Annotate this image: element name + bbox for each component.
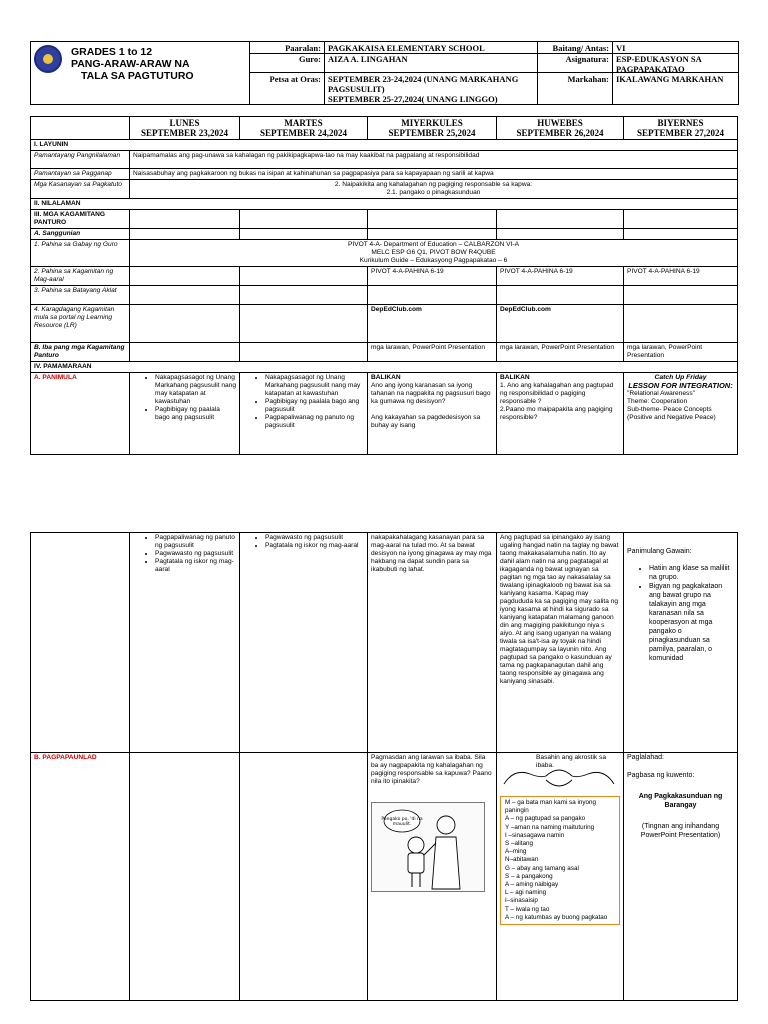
paglalahad-heading: Paglalahad [627, 754, 663, 761]
pivot-pahina-miyerkules: PIVOT 4-A-PAHINA 6-19 [368, 267, 497, 286]
day-header-row [31, 117, 738, 140]
petsa-label: Petsa at Oras: [269, 74, 321, 84]
pagganap-value: Naisasabuhay ang pagkakaroon ng bukas na isipan at kahinahunan sa pagpapasiya para sa kapayapaan ng sarili at kapwa [130, 169, 738, 180]
section-pamamaraan: IV. PAMAMARAAN [31, 362, 738, 373]
table-row [31, 267, 738, 286]
pagpapaunlad-huwebes [497, 753, 624, 1001]
table-row [31, 753, 738, 1001]
batayang-label: 3. Pahina sa Batayang Aklat [31, 286, 130, 305]
table-row [31, 210, 738, 229]
baitang-value: VI [616, 43, 626, 53]
table-row [31, 180, 738, 199]
continued-biyernes: Panimulang Gawain: • Hatiin ang klase sa maliliit na grupo. • Bigyan ng pagkakataon ang bawat grupo na talakayin ang mga karanasan nila sa kooperasyon at mga pangako o pinagkasunduan sa pamilya, paaralan, o komunidad [624, 533, 738, 753]
acrostic-line: L – agi naming [505, 889, 547, 897]
list-item: • Pagbibigay ng paalala bago ang pagsusulit [155, 406, 236, 422]
petsa-value [325, 73, 537, 105]
list-item: • Pagwawasto ng pagsusulit [265, 534, 364, 542]
list-item: • Pagbibigay ng paalala bago ang pagsusulit [265, 398, 364, 414]
kasanayan-value: 2. Naipakikita ang kahalagahan ng pagiging responsable sa kapwa: 2.1. pangako o pinagkasunduan [130, 180, 738, 199]
panimula-martes [240, 373, 368, 455]
gabay-value: PIVOT 4-A- Department of Education – CALBARZON VI-A MELC ESP G6 Q1, PIVOT BOW R4QUBE Kurikulum Guide – Edukasyong Pagpapakatao – 6 [130, 240, 738, 267]
gabay-label: 1. Pahina sa Gabay ng Guro [31, 240, 130, 267]
asignatura-label: Asignatura: [565, 54, 609, 64]
markahan-value: IKALAWANG MARKAHAN [616, 74, 724, 84]
kasanayan-label: Mga Kasanayan sa Pagkatuto [31, 180, 130, 199]
title-line-1: GRADES 1 to 12 [71, 46, 153, 58]
list-item: • Pagwawasto ng pagsusulit [155, 550, 236, 558]
day-header-lunes: LUNES SEPTEMBER 23,2024 [130, 117, 240, 140]
continued-huwebes: Ang pagtupad sa ipinangako ay isang ugaling hangad natin na taglay ng bawat taong makakasalamuha natin. Ito ay dahil alam natin na ang pagtatagal at ikagaganda ng bawat ugnayan sa pagitan ng mga tao ay nakasalalay sa tiwalang ipinagkaloob ng bawat isa sa kaniyang kasama. Kapag may pagdududa ka sa pagiging may salita ng iyong kasama at hindi ka sigurado sa kaniyang katapatan malamang ganoon din ang magiging pakikitungo niya s aiyo. At ang isang uganyan na walang tiwala sa isa't-isa ay toyak na hindi magtatagumpay sa layunin nito. Ang pagtupad sa pangako o kasunduan ay tama ng pagkapanagutan dahil ang taong responsible ay ginagawa ang kaniyang sinasabi. [497, 533, 624, 753]
pamantayang-value: Naipamamalas ang pag-unawa sa kahalagan ng pakikipagkapwa-tao na may kaakibat na pagpalang at responsibilidad [130, 151, 738, 169]
table-row [31, 305, 738, 343]
asignatura-value: ESP-EDUKASYON SA PAGPAPAKATAO [616, 54, 702, 74]
kagamitan-mag-aaral-label: 2. Pahina sa Kagamitan ng Mag-aaral [31, 267, 130, 286]
acrostic-line: A – aming naibigay [505, 881, 559, 889]
story-title: Ang Pagkakasunduan ng Barangay [638, 793, 723, 809]
panimula-label: A. PANIMULA [31, 373, 130, 455]
lesson-table-bottom [30, 532, 738, 1001]
svg-text:Pangako po, 'di na: Pangako po, 'di na [381, 817, 423, 822]
balikan-heading: BALIKAN [500, 374, 530, 381]
list-item: • Pagpapaliwanag ng panuto ng pagsusulit [155, 534, 236, 550]
petsa-value-line-2: SEPTEMBER 25-27,2024( UNANG LINGGO) [328, 94, 498, 104]
pagpapaunlad-miyerkules: Pagmasdan ang larawan sa ibaba. Sila ba ay nagpapakita ng kahalagahan ng pagiging responsable sa kapuwa? Paano nila ito ipinakita? Pangako po, 'di na mauulit. [368, 753, 497, 1001]
acrostic-line: I–sinasaisip [505, 897, 538, 905]
acrostic-box [500, 796, 620, 925]
pagganap-label: Pamantayan sa Pagganap [31, 169, 130, 180]
table-row [31, 373, 738, 455]
day-header-biyernes: BIYERNES SEPTEMBER 27,2024 [624, 117, 738, 140]
acrostic-line: G – abay ang tamang asal [505, 864, 579, 872]
acrostic-line: S –alitang [505, 840, 534, 848]
list-item: • Nakapagsasagot ng Unang Markahang pagsusulit nang may katapatan at kawastuhan [155, 374, 236, 406]
table-row [31, 229, 738, 240]
section-layunin: I. LAYUNIN [31, 140, 738, 151]
acrostic-line: A–ming [505, 848, 527, 856]
panimula-biyernes: Catch Up Friday LESSON FOR INTEGRATION: "Relational Awareness" Theme: Cooperation Sub-theme- Peace Concepts (Positive and Negative Peace) [624, 373, 738, 455]
table-row [31, 151, 738, 169]
depedclub-miyerkules: DepEdClub.com [368, 305, 497, 343]
table-row [31, 169, 738, 180]
header-info-grid [249, 42, 739, 104]
larawan-miyerkules: mga larawan, PowerPoint Presentation [368, 343, 497, 362]
continued-lunes [130, 533, 240, 753]
continued-miyerkules: nakapakahalagang kasanayan para sa mag-aaral na tulad mo. At sa bawat desisyon na iyong ginagawa ay may mga hakbang na dapat sundin para sa ikabubuti ng lahat. [368, 533, 497, 753]
panimula-miyerkules: BALIKAN Ano ang iyong karanasan sa iyong tahanan na nagpakita ng pagsusuri bago ka gumawa ng desisyon? Ang kakayahan sa pagdedesisyon sa buhay ay isang [368, 373, 497, 455]
balikan-heading: BALIKAN [371, 374, 401, 381]
list-item: • Bigyan ng pagkakataon ang bawat grupo na talakayin ang mga karanasan nila sa kooperasyon at mga pangako o pinagkasunduan sa pamilya, paaralan, o komunidad [649, 582, 734, 663]
list-item: • Hatiin ang klase sa maliliit na grupo. [649, 564, 734, 582]
depedclub-huwebes: DepEdClub.com [497, 305, 624, 343]
paaralan-value: PAGKAKAISA ELEMENTARY SCHOOL [328, 43, 485, 53]
svg-text:mauulit.: mauulit. [392, 822, 412, 827]
iba-pang-label: B. Iba pang mga Kagamitang Panturo [31, 343, 130, 362]
paaralan-label: Paaralan: [285, 43, 321, 53]
table-row [31, 286, 738, 305]
larawan-huwebes: mga larawan, PowerPoint Presentation [497, 343, 624, 362]
baitang-label: Baitang/ Antas: [552, 43, 609, 53]
acrostic-line: T – iwala ng tao [505, 905, 550, 913]
karagdagang-label: 4. Karagdagang Kagamitan mula sa portal ng Learning Resource (LR) [31, 305, 130, 343]
mother-child-illustration [371, 802, 485, 892]
pivot-pahina-huwebes: PIVOT 4-A-PAHINA 6-19 [497, 267, 624, 286]
acrostic-line: M – ga bata man kami sa inyong paningin [505, 799, 597, 815]
pinky-promise-illustration: Basahin ang akrostik sa ibaba. [500, 754, 620, 794]
acrostic-line: Y –aman na naming maituturing [505, 823, 595, 831]
header-block [30, 41, 739, 105]
markahan-label: Markahan: [567, 74, 609, 84]
table-row [31, 140, 738, 151]
list-item: • Pagpapaliwanag ng panuto ng pagsusulit [265, 414, 364, 430]
larawan-biyernes: mga larawan, PowerPoint Presentation [624, 343, 738, 362]
table-row [31, 240, 738, 267]
petsa-value-line-1: SEPTEMBER 23-24,2024 (UNANG MARKAHANG PAGSUSULIT) [328, 74, 519, 94]
deped-seal-icon [34, 45, 62, 73]
table-row [31, 533, 738, 753]
pinky-promise-hands-icon [500, 754, 618, 794]
guro-value: AIZA A. LINGAHAN [328, 54, 408, 64]
day-header-martes: MARTES SEPTEMBER 24,2024 [240, 117, 368, 140]
document-title [71, 46, 194, 82]
panimula-huwebes: BALIKAN 1. Ano ang kahalagahan ang pagtupad ng responsibilidad o pagiging responsable ? 2.Paano mo maipapakita ang pagiging responsible? [497, 373, 624, 455]
acrostic-line: A – ng pagtupad sa pangako [505, 815, 586, 823]
pivot-pahina-biyernes: PIVOT 4-A-PAHINA 6-19 [624, 267, 738, 286]
title-line-2: PANG-ARAW-ARAW NA [71, 58, 190, 70]
table-row [31, 199, 738, 210]
day-header-huwebes: HUWEBES SEPTEMBER 26,2024 [497, 117, 624, 140]
table-row [31, 343, 738, 362]
section-kagamitan: III. MGA KAGAMITANG PANTURO [31, 210, 130, 229]
acrostic-line: S – a pangakong [505, 872, 553, 880]
title-line-3: TALA SA PAGTUTURO [81, 70, 194, 82]
mother-child-drawing [372, 803, 484, 891]
sanggunian-label: A. Sanggunian [31, 229, 130, 240]
table-row [31, 362, 738, 373]
list-item: • Nakapagsasagot ng Unang Markahang pagsusulit nang may katapatan at kawastuhan [265, 374, 364, 398]
pamantayang-label: Pamantayang Pangnilalaman [31, 151, 130, 169]
panimulang-gawain-heading: Panimulang Gawain [627, 548, 690, 555]
section-nilalaman: II. NILALAMAN [31, 199, 738, 210]
lesson-table-top [30, 116, 738, 455]
pagpapaunlad-label: B. PAGPAPAUNLAD [31, 753, 130, 1001]
day-header-miyerkules: MIYERKULES SEPTEMBER 25,2024 [368, 117, 497, 140]
guro-label: Guro: [298, 54, 321, 64]
continued-martes [240, 533, 368, 753]
acrostic-line: I –sinasagawa namin [505, 831, 565, 839]
list-item: • Pagtatala ng iskor ng mag-aaral [265, 542, 364, 550]
acrostic-line: A – ng katumbas ay buong pagkatao [505, 913, 608, 921]
panimula-lunes [130, 373, 240, 455]
acrostic-line: N–abitawan [505, 856, 539, 864]
pagpapaunlad-biyernes: Paglalahad: Pagbasa ng kuwento: Ang Pagkakasunduan ng Barangay (Tingnan ang inihandang PowerPoint Presentation) [624, 753, 738, 1001]
list-item: • Pagtatala ng iskor ng mag-aaral [155, 558, 236, 574]
day-header-blank [31, 117, 130, 140]
